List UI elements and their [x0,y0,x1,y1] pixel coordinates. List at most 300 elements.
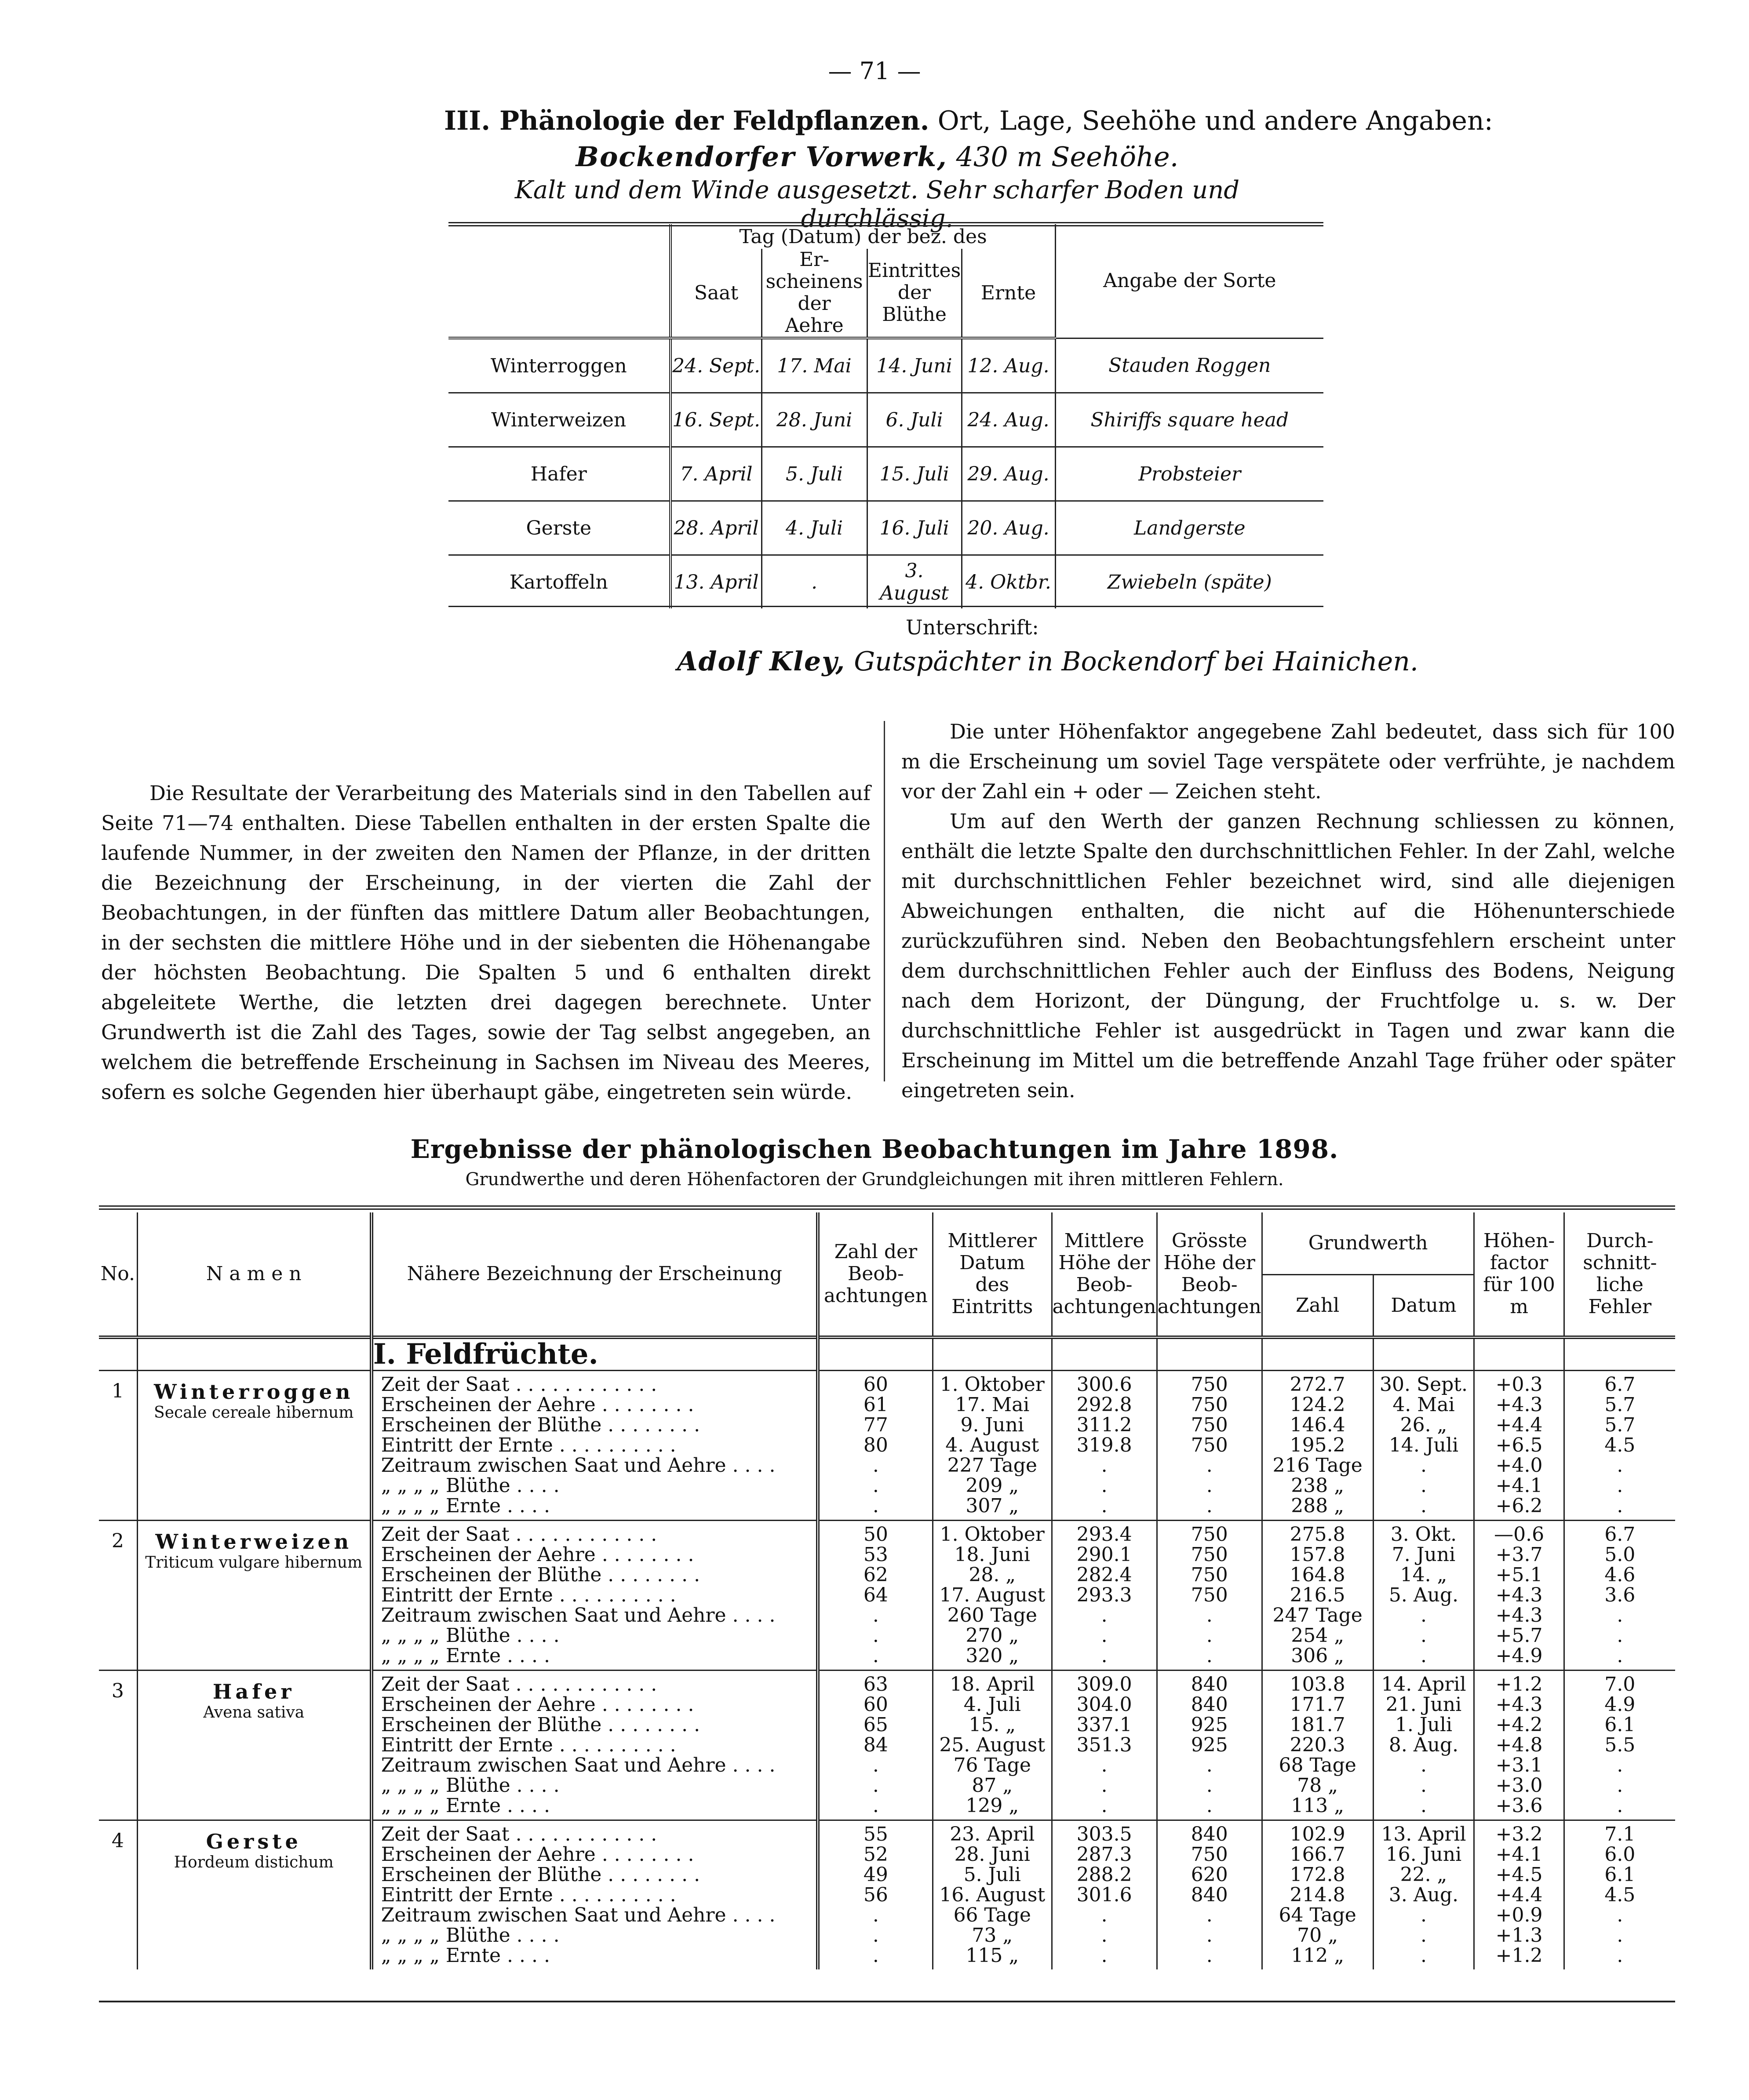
gw-zahl: 195.2 [1290,1434,1345,1456]
hoehenfactor-cell [1474,1671,1564,1820]
description-cell [372,1820,818,1970]
table1-blank-header [448,224,670,249]
gw-zahl: 146.4 [1290,1414,1345,1436]
zahl-beob: . [872,1604,879,1627]
mittl-datum-cell [933,1521,1052,1671]
mittl-datum-cell [933,1671,1052,1820]
groesste-hoehe: . [1206,1774,1213,1797]
gw-datum: . [1420,1645,1427,1667]
gw-zahl: 68 Tage [1279,1754,1356,1776]
fehler: . [1617,1904,1623,1926]
table1-cell-crop: Hafer [448,447,670,501]
gw-datum: 7. Juni [1392,1543,1456,1566]
mittl-hoehe: 319.8 [1076,1434,1132,1456]
description-cell [372,1521,818,1671]
groesste-hoehe: 750 [1191,1843,1228,1866]
fehler: 6.0 [1604,1843,1636,1866]
hoehenfactor: +5.7 [1495,1624,1543,1647]
table1-header-bluethe: Eintrittes der Blüthe [867,249,962,338]
description: Zeitraum zwischen Saat und Aehre . . . . [381,1604,776,1627]
mittl-datum: 1. Oktober [940,1523,1045,1546]
fehler-cell [1564,1521,1675,1671]
plant-latin: Triticum vulgare hibernum [145,1554,363,1572]
gw-datum: 5. Aug. [1388,1584,1459,1606]
description: „ „ „ „ Ernte . . . . [381,1495,550,1517]
gw-datum: 8. Aug. [1388,1734,1459,1756]
table1-cell-crop: Winterweizen [448,393,670,447]
hoehenfactor: +5.1 [1495,1564,1543,1586]
gw-zahl: 102.9 [1290,1823,1345,1845]
gw-zahl: 275.8 [1290,1523,1345,1546]
description: Erscheinen der Aehre . . . . . . . . [381,1394,694,1416]
mittl-hoehe: 293.3 [1076,1584,1132,1606]
plant-latin: Secale cereale hibernum [154,1404,354,1422]
mittl-hoehe-cell [1052,1521,1157,1671]
plant-name: Winterweizen [155,1530,353,1554]
table1-cell-bluethe: 14. Juni [867,338,962,393]
gw-datum: 16. Juni [1385,1843,1462,1866]
gw-zahl: 113 „ [1291,1794,1345,1817]
mittl-hoehe: 303.5 [1076,1823,1132,1845]
table1-blank-header-2 [448,249,670,338]
fehler: . [1617,1924,1623,1947]
groesste-hoehe: 750 [1191,1394,1228,1416]
hoehenfactor: +4.3 [1495,1584,1543,1606]
groesste-hoehe: . [1206,1454,1213,1477]
zahl-beob-cell [818,1820,933,1970]
zahl-beob: 53 [863,1543,888,1566]
groesste-hoehe: . [1206,1495,1213,1517]
mittl-datum: 1. Oktober [940,1373,1045,1396]
fehler: . [1617,1794,1623,1817]
mittl-datum: 66 Tage [953,1904,1031,1926]
groesste-hoehe: . [1206,1904,1213,1926]
gw-datum: 3. Okt. [1390,1523,1457,1546]
table1-cell-saat: 24. Sept. [670,338,762,393]
zahl-beob: 50 [863,1523,888,1546]
section-title: I. Feldfrüchte. [372,1337,818,1371]
zahl-beob: . [872,1624,879,1647]
groesste-hoehe: 750 [1191,1523,1228,1546]
zahl-beob: 52 [863,1843,888,1866]
gw-datum: . [1420,1495,1427,1517]
signature-role: Gutspächter in Bockendorf bei Hainichen. [845,646,1418,677]
hoehenfactor: +3.0 [1495,1774,1543,1797]
mittl-datum: 320 „ [966,1645,1019,1667]
mittl-hoehe: . [1101,1754,1108,1776]
gw-zahl: 306 „ [1291,1645,1345,1667]
result-group-row [99,1521,1675,1671]
section-blank-name [137,1337,372,1371]
zahl-beob: . [872,1754,879,1776]
gw-zahl: 172.8 [1290,1863,1345,1886]
hoehenfactor: +6.2 [1495,1495,1543,1517]
mittl-hoehe: 287.3 [1076,1843,1132,1866]
groesste-hoehe-cell [1157,1371,1262,1521]
gw-zahl: 216.5 [1290,1584,1345,1606]
mittl-datum: 209 „ [966,1474,1019,1497]
mittl-hoehe: . [1101,1495,1108,1517]
description: Zeitraum zwischen Saat und Aehre . . . . [381,1454,776,1477]
hoehenfactor: +0.3 [1495,1373,1543,1396]
table1-cell-sorte: Probsteier [1055,447,1323,501]
gw-datum: . [1420,1794,1427,1817]
hoehenfactor: +4.1 [1495,1843,1543,1866]
mittl-hoehe: . [1101,1624,1108,1647]
description: „ „ „ „ Blüthe . . . . [381,1774,560,1797]
description: Erscheinen der Blüthe . . . . . . . . [381,1714,700,1736]
description: Zeit der Saat . . . . . . . . . . . . [381,1373,657,1396]
zahl-beob: 55 [863,1823,888,1845]
description: „ „ „ „ Ernte . . . . [381,1645,550,1667]
gw-zahl: 70 „ [1297,1924,1338,1947]
hoehenfactor: +0.9 [1495,1904,1543,1926]
mittl-datum: 87 „ [972,1774,1013,1797]
mittl-hoehe: 293.4 [1076,1523,1132,1546]
description: „ „ „ „ Blüthe . . . . [381,1624,560,1647]
gw-datum: 26. „ [1400,1414,1447,1436]
hoehenfactor: +1.2 [1495,1944,1543,1967]
result-group-row [99,1820,1675,1970]
table1-cell-bluethe: 6. Juli [867,393,962,447]
mittl-datum: 18. Juni [954,1543,1030,1566]
fehler: . [1617,1754,1623,1776]
mittl-datum: 23. April [950,1823,1035,1845]
gw-datum: 3. Aug. [1388,1884,1459,1906]
gw-zahl: 157.8 [1290,1543,1345,1566]
table1-header-aehre: Er- scheinens der Aehre [762,249,867,338]
plant-name-cell [137,1521,372,1671]
mittl-datum-cell [933,1371,1052,1521]
mittl-datum: 4. Juli [963,1693,1021,1716]
header-mittl-hoehe: Mittlere Höhe der Beob- achtungen [1052,1212,1157,1337]
description: Zeitraum zwischen Saat und Aehre . . . . [381,1754,776,1776]
hoehenfactor: +1.2 [1495,1673,1543,1696]
zahl-beob: . [872,1774,879,1797]
description: Erscheinen der Blüthe . . . . . . . . [381,1564,700,1586]
gw-datum: . [1420,1774,1427,1797]
zahl-beob-cell [818,1671,933,1820]
mittl-hoehe: . [1101,1794,1108,1817]
plant-name: Hafer [212,1680,295,1703]
fehler: 4.9 [1604,1693,1636,1716]
table1-cell-crop: Gerste [448,501,670,555]
zahl-beob: 60 [863,1373,888,1396]
mittl-hoehe: . [1101,1604,1108,1627]
gw-zahl: 238 „ [1291,1474,1345,1497]
mittl-datum: 115 „ [966,1944,1019,1967]
gw-zahl: 247 Tage [1272,1604,1363,1627]
description: Eintritt der Ernte . . . . . . . . . . [381,1884,676,1906]
groesste-hoehe: 750 [1191,1543,1228,1566]
groesste-hoehe: 925 [1191,1734,1228,1756]
hoehenfactor-cell [1474,1521,1564,1671]
plant-name: Winterroggen [153,1380,354,1404]
description: „ „ „ „ Blüthe . . . . [381,1474,560,1497]
mittl-hoehe: 309.0 [1076,1673,1132,1696]
table1-cell-saat: 13. April [670,555,762,609]
description: Zeit der Saat . . . . . . . . . . . . [381,1523,657,1546]
mittl-hoehe: 282.4 [1076,1564,1132,1586]
fehler: 5.7 [1604,1414,1636,1436]
fehler: 6.7 [1604,1373,1636,1396]
explanation-right-p1: Die unter Höhenfaktor angegebene Zahl bedeutet, dass sich für 100 m die Erscheinung um soviel Tage verspätete oder verfrühte, je nachdem vor der Zahl ein + oder — Zeichen steht. [901,720,1675,803]
groesste-hoehe: 620 [1191,1863,1228,1886]
zahl-beob: . [872,1645,879,1667]
groesste-hoehe-cell [1157,1521,1262,1671]
gw-datum: . [1420,1754,1427,1776]
mittl-hoehe: 337.1 [1076,1714,1132,1736]
groesste-hoehe: 840 [1191,1823,1228,1845]
hoehenfactor: +4.4 [1495,1414,1543,1436]
plant-name-cell [137,1371,372,1521]
header-gw-zahl: Zahl [1262,1275,1373,1338]
groesste-hoehe: . [1206,1754,1213,1776]
gw-datum: 14. Juli [1388,1434,1459,1456]
mittl-hoehe: 304.0 [1076,1693,1132,1716]
table1-cell-ernte: 29. Aug. [962,447,1055,501]
table1-group-header: Tag (Datum) der bez. des [670,224,1055,249]
header-zahl-beob: Zahl der Beob- achtungen [818,1212,933,1337]
zahl-beob: . [872,1454,879,1477]
header-bezeichnung: Nähere Bezeichnung der Erscheinung [372,1212,818,1337]
group-no: 4 [111,1830,124,1852]
table1-cell-sorte: Stauden Roggen [1055,338,1323,393]
table1-cell-sorte: Landgerste [1055,501,1323,555]
mittl-hoehe: 290.1 [1076,1543,1132,1566]
plant-name: Gerste [206,1830,302,1853]
hoehenfactor: +4.0 [1495,1454,1543,1477]
fehler: 6.7 [1604,1523,1636,1546]
mittl-hoehe: . [1101,1904,1108,1926]
gw-zahl: 112 „ [1291,1944,1345,1967]
mittl-datum: 17. August [939,1584,1046,1606]
description-cell [372,1371,818,1521]
description: Erscheinen der Aehre . . . . . . . . [381,1693,694,1716]
description: Erscheinen der Aehre . . . . . . . . [381,1843,694,1866]
groesste-hoehe: 840 [1191,1693,1228,1716]
zahl-beob: . [872,1924,879,1947]
location-altitude: 430 m Seehöhe. [947,141,1179,173]
group-no: 2 [111,1530,124,1552]
fehler-cell [1564,1371,1675,1521]
groesste-hoehe: . [1206,1794,1213,1817]
groesste-hoehe: 750 [1191,1564,1228,1586]
description: Erscheinen der Blüthe . . . . . . . . [381,1414,700,1436]
location-line [440,141,1315,173]
group-no: 3 [111,1680,124,1702]
hoehenfactor-cell [1474,1371,1564,1521]
groesste-hoehe: 750 [1191,1373,1228,1396]
table1-cell-saat: 16. Sept. [670,393,762,447]
signature-line [677,646,1418,677]
hoehenfactor: +4.4 [1495,1884,1543,1906]
zahl-beob: 64 [863,1584,888,1606]
hoehenfactor: +3.1 [1495,1754,1543,1776]
hoehenfactor: +4.1 [1495,1474,1543,1497]
description: Eintritt der Ernte . . . . . . . . . . [381,1584,676,1606]
fehler: 4.5 [1604,1884,1636,1906]
zahl-beob: 49 [863,1863,888,1886]
table1-cell-bluethe: 16. Juli [867,501,962,555]
header-no: No. [100,1263,135,1285]
table1-row [448,393,1323,447]
plant-name-cell [137,1820,372,1970]
hoehenfactor: +3.7 [1495,1543,1543,1566]
fehler: 5.7 [1604,1394,1636,1416]
groesste-hoehe-cell [1157,1671,1262,1820]
gw-zahl: 272.7 [1290,1373,1345,1396]
mittl-datum: 307 „ [966,1495,1019,1517]
zahl-beob: 80 [863,1434,888,1456]
description: Eintritt der Ernte . . . . . . . . . . [381,1734,676,1756]
mittl-hoehe: 300.6 [1076,1373,1132,1396]
results-subtitle: Grundwerthe und deren Höhenfactoren der Grundgleichungen mit ihren mittleren Fehlern. [465,1169,1284,1190]
table1-cell-sorte: Shiriffs square head [1055,393,1323,447]
mittl-hoehe-cell [1052,1371,1157,1521]
table1-cell-ernte: 4. Oktbr. [962,555,1055,609]
explanation-left: Die Resultate der Verarbeitung des Materials sind in den Tabellen auf Seite 71—74 enthalten. Diese Tabellen enthalten in der ersten Spalte die laufende Nummer, in der zweiten den Namen der Pflanze, in der dritten die Bezeichnung der Erscheinung, in der vierten die Zahl der Beobachtungen, in der fünften das mittlere Datum aller Beobachtungen, in der sechsten die mittlere Höhe und in der siebenten die Höhenangabe der höchsten Beobachtung. Die Spalten 5 und 6 enthalten direkt abgeleitete Werthe, die letzten drei dagegen berechnete. Unter Grundwerth ist die Zahl des Tages, sowie der Tag selbst angegeben, an welchem die betreffende Erscheinung in Sachsen im Niveau des Meeres, sofern es solche Gegenden hier überhaupt gäbe, eingetreten sein würde. [101,781,871,1104]
gw-datum: . [1420,1454,1427,1477]
gw-zahl: 214.8 [1290,1884,1345,1906]
table1-cell-ernte: 20. Aug. [962,501,1055,555]
gw-datum: . [1420,1624,1427,1647]
fehler: . [1617,1474,1623,1497]
description: Eintritt der Ernte . . . . . . . . . . [381,1434,676,1456]
zahl-beob-cell [818,1371,933,1521]
gw-zahl: 124.2 [1290,1394,1345,1416]
table1-cell-aehre: . [762,555,867,609]
gw-datum: 22. „ [1400,1863,1447,1886]
table1-cell-aehre: 4. Juli [762,501,867,555]
location-name: Bockendorfer Vorwerk, [576,141,947,173]
gw-datum: . [1420,1904,1427,1926]
mittl-hoehe: 351.3 [1076,1734,1132,1756]
mittl-datum: 16. August [939,1884,1046,1906]
gw-zahl: 254 „ [1291,1624,1345,1647]
fehler: 6.1 [1604,1714,1636,1736]
zahl-beob: 84 [863,1734,888,1756]
group-no: 1 [111,1380,124,1402]
hoehenfactor: +3.6 [1495,1794,1543,1817]
gw-zahl-cell [1262,1671,1373,1820]
mittl-datum: 18. April [950,1673,1035,1696]
gw-datum-cell [1373,1820,1474,1970]
zahl-beob: 63 [863,1673,888,1696]
gw-zahl: 171.7 [1290,1693,1345,1716]
description: „ „ „ „ Ernte . . . . [381,1944,550,1967]
mittl-hoehe: . [1101,1454,1108,1477]
signature-label: Unterschrift: [906,615,1039,639]
gw-datum: . [1420,1604,1427,1627]
zahl-beob: . [872,1904,879,1926]
zahl-beob: . [872,1794,879,1817]
gw-zahl: 64 Tage [1279,1904,1356,1926]
table1-cell-sorte: Zwiebeln (späte) [1055,555,1323,609]
fehler: 7.1 [1604,1823,1636,1845]
gw-zahl-cell [1262,1820,1373,1970]
groesste-hoehe: . [1206,1924,1213,1947]
mittl-datum: 260 Tage [947,1604,1037,1627]
section-heading-title: III. Phänologie der Feldpflanzen. [444,106,929,136]
signature-name: Adolf Kley, [677,646,846,677]
zahl-beob: 60 [863,1693,888,1716]
groesste-hoehe: 750 [1191,1434,1228,1456]
table1-cell-aehre: 17. Mai [762,338,867,393]
fehler: 4.5 [1604,1434,1636,1456]
hoehenfactor: +6.5 [1495,1434,1543,1456]
gw-datum: . [1420,1944,1427,1967]
hoehenfactor: +4.2 [1495,1714,1543,1736]
gw-zahl: 78 „ [1297,1774,1338,1797]
table1-cell-bluethe: 15. Juli [867,447,962,501]
gw-datum-cell [1373,1671,1474,1820]
description: „ „ „ „ Blüthe . . . . [381,1924,560,1947]
gw-zahl: 103.8 [1290,1673,1345,1696]
mittl-datum: 28. „ [969,1564,1016,1586]
plant-name-cell [137,1671,372,1820]
result-group-row [99,1371,1675,1521]
mittl-datum: 129 „ [966,1794,1019,1817]
hoehenfactor: +1.3 [1495,1924,1543,1947]
header-grundwerth: Grundwerth [1262,1212,1474,1275]
section-heading [444,106,1493,136]
gw-zahl: 288 „ [1291,1495,1345,1517]
mittl-datum: 76 Tage [953,1754,1031,1776]
mittl-datum: 9. Juni [960,1414,1024,1436]
gw-zahl: 216 Tage [1272,1454,1363,1477]
mittl-datum: 270 „ [966,1624,1019,1647]
column-divider [884,721,885,1081]
section-blank-no [99,1337,137,1371]
table1-cell-ernte: 24. Aug. [962,393,1055,447]
header-groesste-hoehe: Grösste Höhe der Beob- achtungen [1157,1212,1262,1337]
table1-header-saat: Saat [670,249,762,338]
mittl-hoehe-cell [1052,1820,1157,1970]
gw-zahl-cell [1262,1521,1373,1671]
hoehenfactor: +3.2 [1495,1823,1543,1845]
gw-datum: . [1420,1474,1427,1497]
table1-bottom-rule [448,606,1323,607]
mittl-datum: 4. August [945,1434,1039,1456]
groesste-hoehe: . [1206,1944,1213,1967]
hoehenfactor: —0.6 [1494,1523,1545,1546]
table1-cell-aehre: 28. Juni [762,393,867,447]
plant-latin: Hordeum distichum [174,1853,334,1871]
zahl-beob: 62 [863,1564,888,1586]
table1-row [448,555,1323,609]
gw-zahl: 164.8 [1290,1564,1345,1586]
mittl-datum: 73 „ [972,1924,1013,1947]
fehler: . [1617,1624,1623,1647]
mittl-hoehe: 301.6 [1076,1884,1132,1906]
description: Erscheinen der Blüthe . . . . . . . . [381,1863,700,1886]
gw-datum: 14. April [1381,1673,1466,1696]
hoehenfactor-cell [1474,1820,1564,1970]
results-table [99,1212,1675,1969]
mittl-hoehe: 311.2 [1076,1414,1132,1436]
fehler-cell [1564,1671,1675,1820]
description: „ „ „ „ Ernte . . . . [381,1794,550,1817]
groesste-hoehe: . [1206,1604,1213,1627]
mittl-datum: 5. Juli [963,1863,1021,1886]
hoehenfactor: +4.9 [1495,1645,1543,1667]
zahl-beob: 65 [863,1714,888,1736]
gw-datum: . [1420,1924,1427,1947]
fehler: . [1617,1604,1623,1627]
table1-cell-crop: Kartoffeln [448,555,670,609]
plant-latin: Avena sativa [203,1703,305,1721]
